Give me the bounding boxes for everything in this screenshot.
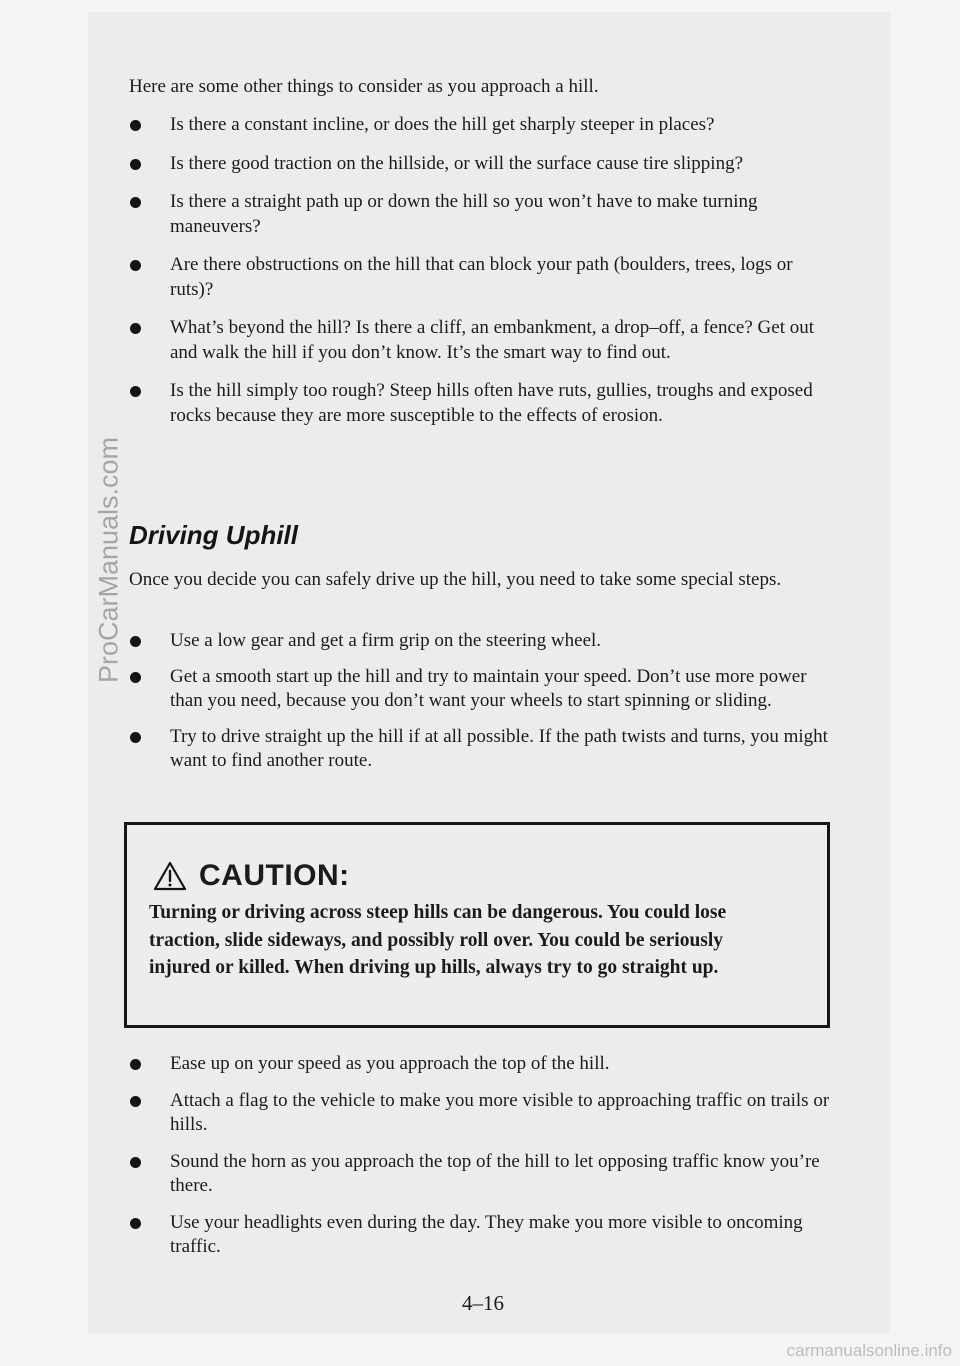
caution-box	[124, 822, 830, 1028]
bullet-icon	[130, 120, 141, 131]
footer-site-link[interactable]: carmanualsonline.info	[786, 1341, 952, 1360]
intro-text: Here are some other things to consider as you approach a hill.	[129, 76, 599, 97]
uphill-steps-list	[129, 629, 839, 785]
list-item: Sound the horn as you approach the top of the hill to let opposing traffic know you’re there.	[129, 1150, 839, 1199]
bullet-icon	[130, 1157, 141, 1168]
bullet-icon	[130, 636, 141, 647]
bullet-icon	[130, 159, 141, 170]
bullet-icon	[130, 1096, 141, 1107]
caution-text: Turning or driving across steep hills can be dangerous. You could lose traction, slide sideways, and possibly roll over. You could be seriously injured or killed. When driving up hills, always try to go straight up.	[149, 902, 727, 978]
list-item: Is there a constant incline, or does the hill get sharply steeper in places?	[129, 113, 839, 138]
bullet-icon	[130, 260, 141, 271]
bullet-icon	[130, 323, 141, 334]
bullet-icon	[130, 672, 141, 683]
warning-triangle-icon	[153, 861, 187, 891]
list-item: Ease up on your speed as you approach the top of the hill.	[129, 1052, 839, 1077]
bullet-icon	[130, 1218, 141, 1229]
list-item: Get a smooth start up the hill and try to maintain your speed. Don’t use more power than you need, because you don’t want your wheels to start spinning or sliding.	[129, 665, 839, 714]
list-item: What’s beyond the hill? Is there a cliff, an embankment, a drop–off, a fence? Get out and walk the hill if you don’t know. It’s the smart way to find out.	[129, 316, 839, 365]
list-item: Use your headlights even during the day. They make you more visible to oncoming traffic.	[129, 1211, 839, 1260]
page-number: 4–16	[462, 1291, 504, 1315]
caution-header	[153, 859, 350, 893]
bullet-icon	[130, 197, 141, 208]
section-heading: Driving Uphill	[129, 520, 298, 550]
list-item: Are there obstructions on the hill that can block your path (boulders, trees, logs or ruts)?	[129, 253, 839, 302]
watermark: ProCarManuals.com	[93, 436, 124, 684]
bullet-icon	[130, 1059, 141, 1070]
caution-title: CAUTION:	[199, 859, 350, 892]
uphill-intro-text: Once you decide you can safely drive up the hill, you need to take some special steps.	[129, 569, 782, 590]
bullet-icon	[130, 732, 141, 743]
bullet-icon	[130, 386, 141, 397]
top-of-hill-list	[129, 1052, 839, 1272]
list-item: Try to drive straight up the hill if at all possible. If the path twists and turns, you might want to find another route.	[129, 725, 839, 774]
list-item: Attach a flag to the vehicle to make you more visible to approaching traffic on trails or hills.	[129, 1089, 839, 1138]
hill-questions-list	[129, 113, 839, 442]
list-item: Is there good traction on the hillside, or will the surface cause tire slipping?	[129, 152, 839, 177]
list-item: Is the hill simply too rough? Steep hills often have ruts, gullies, troughs and exposed rocks because they are more susceptible to the effects of erosion.	[129, 379, 839, 428]
list-item: Use a low gear and get a firm grip on the steering wheel.	[129, 629, 839, 654]
list-item: Is there a straight path up or down the hill so you won’t have to make turning maneuvers?	[129, 190, 839, 239]
